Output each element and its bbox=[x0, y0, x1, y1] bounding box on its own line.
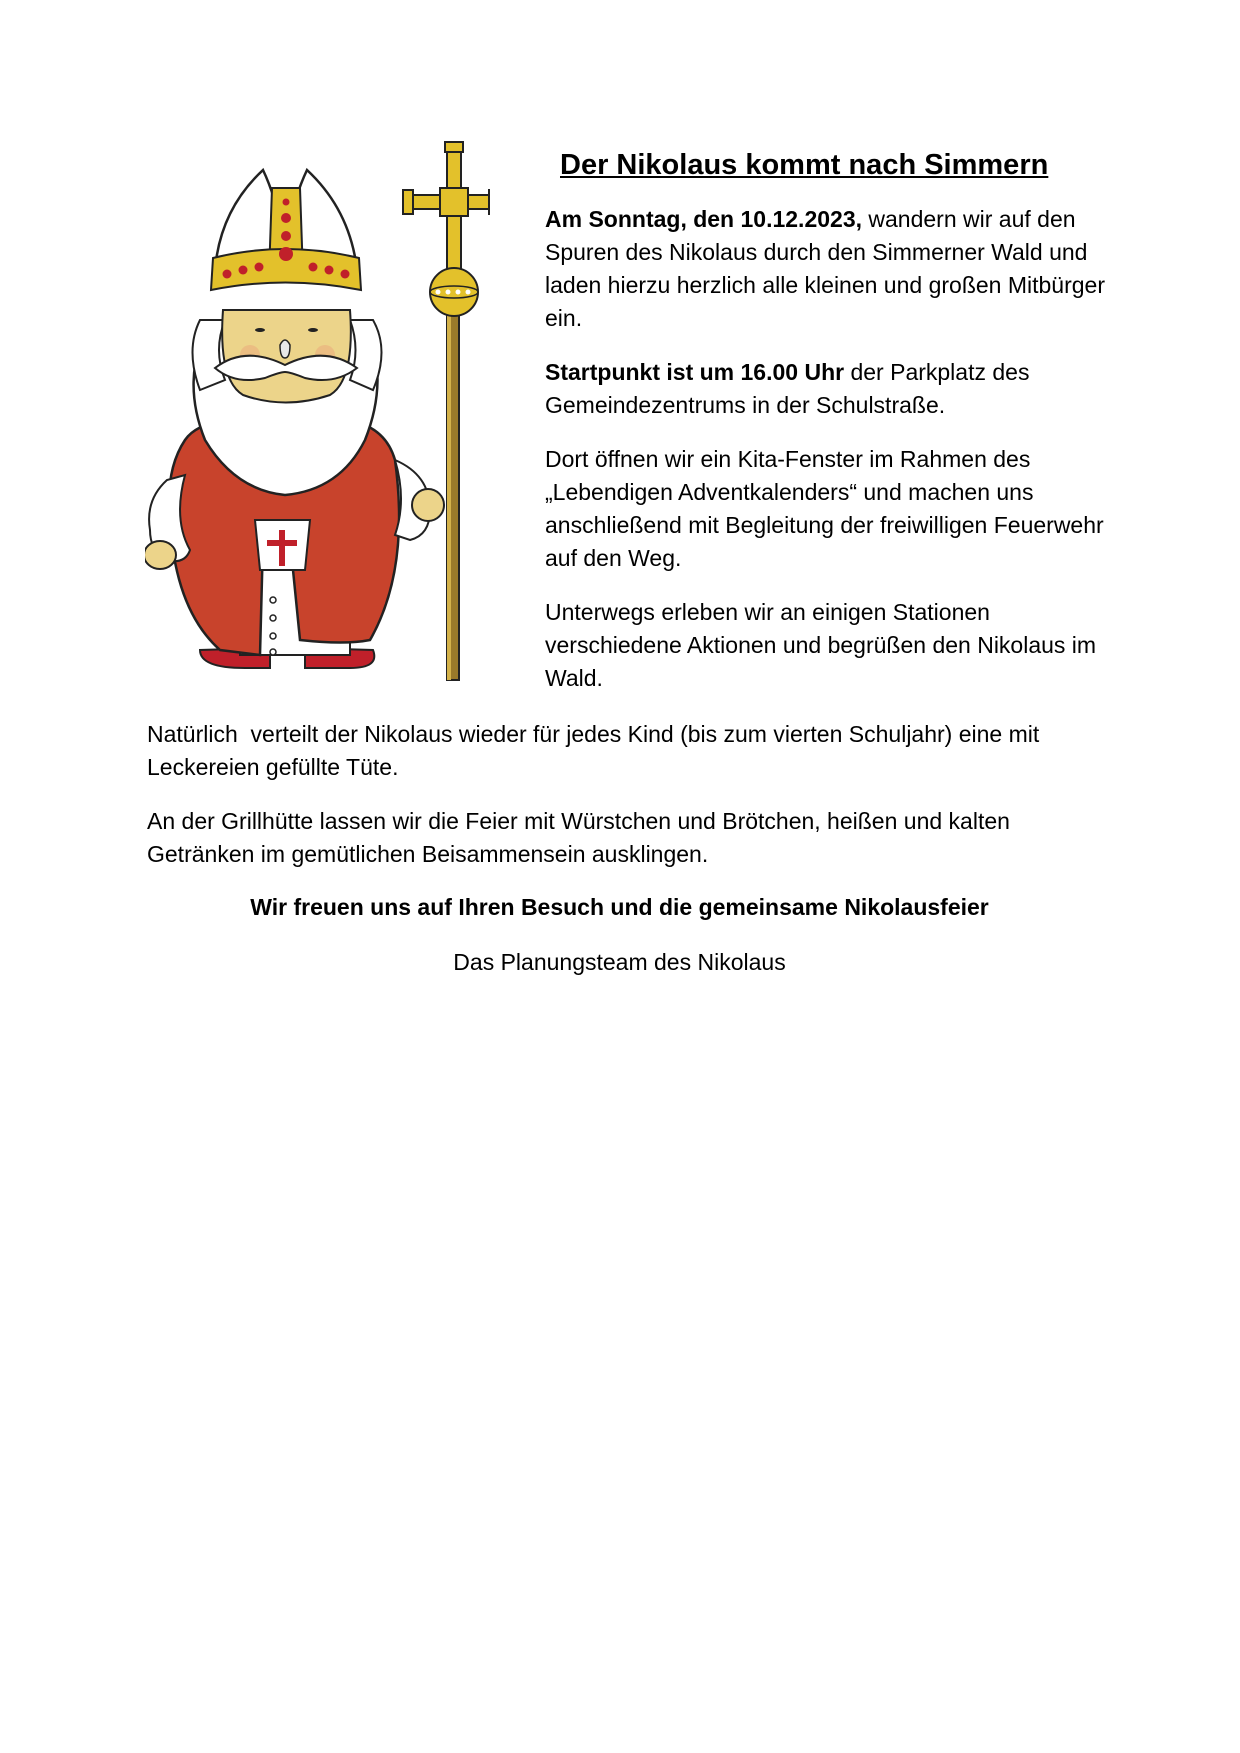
paragraph-gifts: Natürlich verteilt der Nikolaus wieder für jedes Kind (bis zum vierten Schuljahr) eine mit Leckereien gefüllte Tüte. bbox=[147, 721, 1046, 780]
paragraph-grill: An der Grillhütte lassen wir die Feier mit Würstchen und Brötchen, heißen und kalten Getränken im gemütlichen Beisammensein ausklingen. bbox=[147, 808, 1010, 867]
paragraph-start-text: der Parkplatz des Gemeindezentrums in der Schulstraße. bbox=[545, 359, 1030, 418]
paragraph-start bbox=[545, 356, 1105, 422]
nikolaus-illustration bbox=[145, 140, 490, 685]
paragraph-kita: Dort öffnen wir ein Kita-Fenster im Rahmen des „Lebendigen Adventkalenders“ und machen uns anschließend mit Begleitung der freiwilligen Feuerwehr auf den Weg. bbox=[545, 446, 1104, 571]
mitre bbox=[211, 170, 361, 290]
page-title: Der Nikolaus kommt nach Simmern bbox=[560, 149, 1049, 181]
paragraph-date bbox=[545, 203, 1105, 335]
paragraph-stations: Unterwegs erleben wir an einigen Stationen verschiedene Aktionen und begrüßen den Nikolaus im Wald. bbox=[545, 599, 1097, 691]
date-highlight: Am Sonntag, den 10.12.2023, bbox=[545, 206, 863, 232]
body-full-width bbox=[147, 718, 1107, 892]
paragraph-date-text: wandern wir auf den Spuren des Nikolaus durch den Simmerner Wald und laden hierzu herzlich alle kleinen und großen Mitbürger ein. bbox=[545, 206, 1105, 331]
bishop-staff bbox=[403, 142, 490, 680]
closing-line: Wir freuen uns auf Ihren Besuch und die gemeinsame Nikolausfeier bbox=[250, 894, 989, 920]
signature: Das Planungsteam des Nikolaus bbox=[453, 949, 786, 975]
start-highlight: Startpunkt ist um 16.00 Uhr bbox=[545, 359, 845, 385]
intro-column bbox=[545, 203, 1105, 716]
